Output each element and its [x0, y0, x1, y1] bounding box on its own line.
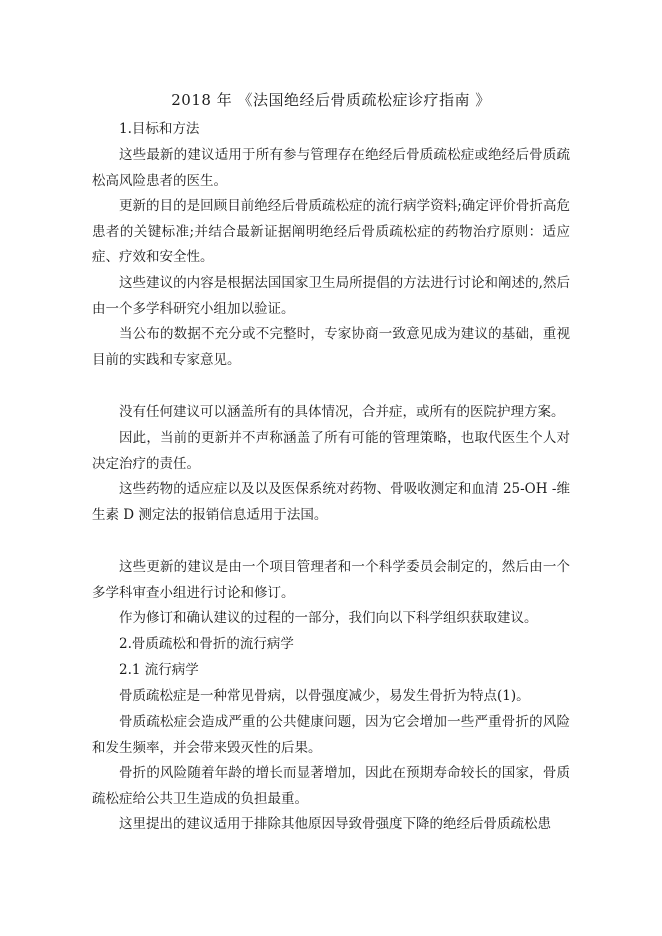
- paragraph: 骨质疏松症会造成严重的公共健康问题，因为它会增加一些严重骨折的风险和发生频率，并会带来毁灭性的后果。: [92, 714, 570, 756]
- subsection-heading: 2.1 流行病学: [119, 662, 199, 678]
- paragraph: 这些最新的建议适用于所有参与管理存在绝经后骨质疏松症或绝经后骨质疏松高风险患者的医生。: [92, 147, 570, 189]
- paragraph: 这里提出的建议适用于排除其他原因导致骨强度下降的绝经后骨质疏松患: [119, 816, 551, 832]
- paragraph: 更新的目的是回顾目前绝经后骨质疏松症的流行病学资料;确定评价骨折高危患者的关键标准;并结合最新证据阐明绝经后骨质疏松症的药物治疗原则：适应症、疗效和安全性。: [92, 198, 570, 265]
- paragraph: 因此，当前的更新并不声称涵盖了所有可能的管理策略，也取代医生个人对决定治疗的责任。: [92, 430, 570, 472]
- section-heading-2: 2.骨质疏松和骨折的流行病学: [119, 636, 294, 652]
- paragraph: 骨质疏松症是一种常见骨病，以骨强度减少，易发生骨折为特点(1)。: [119, 688, 530, 704]
- paragraph: 这些更新的建议是由一个项目管理者和一个科学委员会制定的，然后由一个多学科审查小组进行讨论和修订。: [92, 559, 570, 601]
- paragraph: 这些建议的内容是根据法国国家卫生局所提倡的方法进行讨论和阐述的,然后由一个多学科研究小组加以验证。: [92, 275, 570, 317]
- paragraph: 骨折的风险随着年龄的增长而显著增加，因此在预期寿命较长的国家，骨质疏松症给公共卫生造成的负担最重。: [92, 765, 570, 807]
- paragraph: 当公布的数据不充分或不完整时，专家协商一致意见成为建议的基础，重视目前的实践和专家意见。: [92, 326, 570, 368]
- document-title: 2018 年 《法国绝经后骨质疏松症诊疗指南 》: [171, 91, 491, 109]
- paragraph: 作为修订和确认建议的过程的一部分，我们向以下科学组织获取建议。: [119, 610, 538, 626]
- section-heading-1: 1.目标和方法: [119, 121, 200, 137]
- paragraph: 没有任何建议可以涵盖所有的具体情况，合并症，或所有的医院护理方案。: [119, 404, 565, 420]
- paragraph: 这些药物的适应症以及以及医保系统对药物、骨吸收测定和血清 25-OH -维生素 D 测定法的报销信息适用于法国。: [92, 481, 570, 523]
